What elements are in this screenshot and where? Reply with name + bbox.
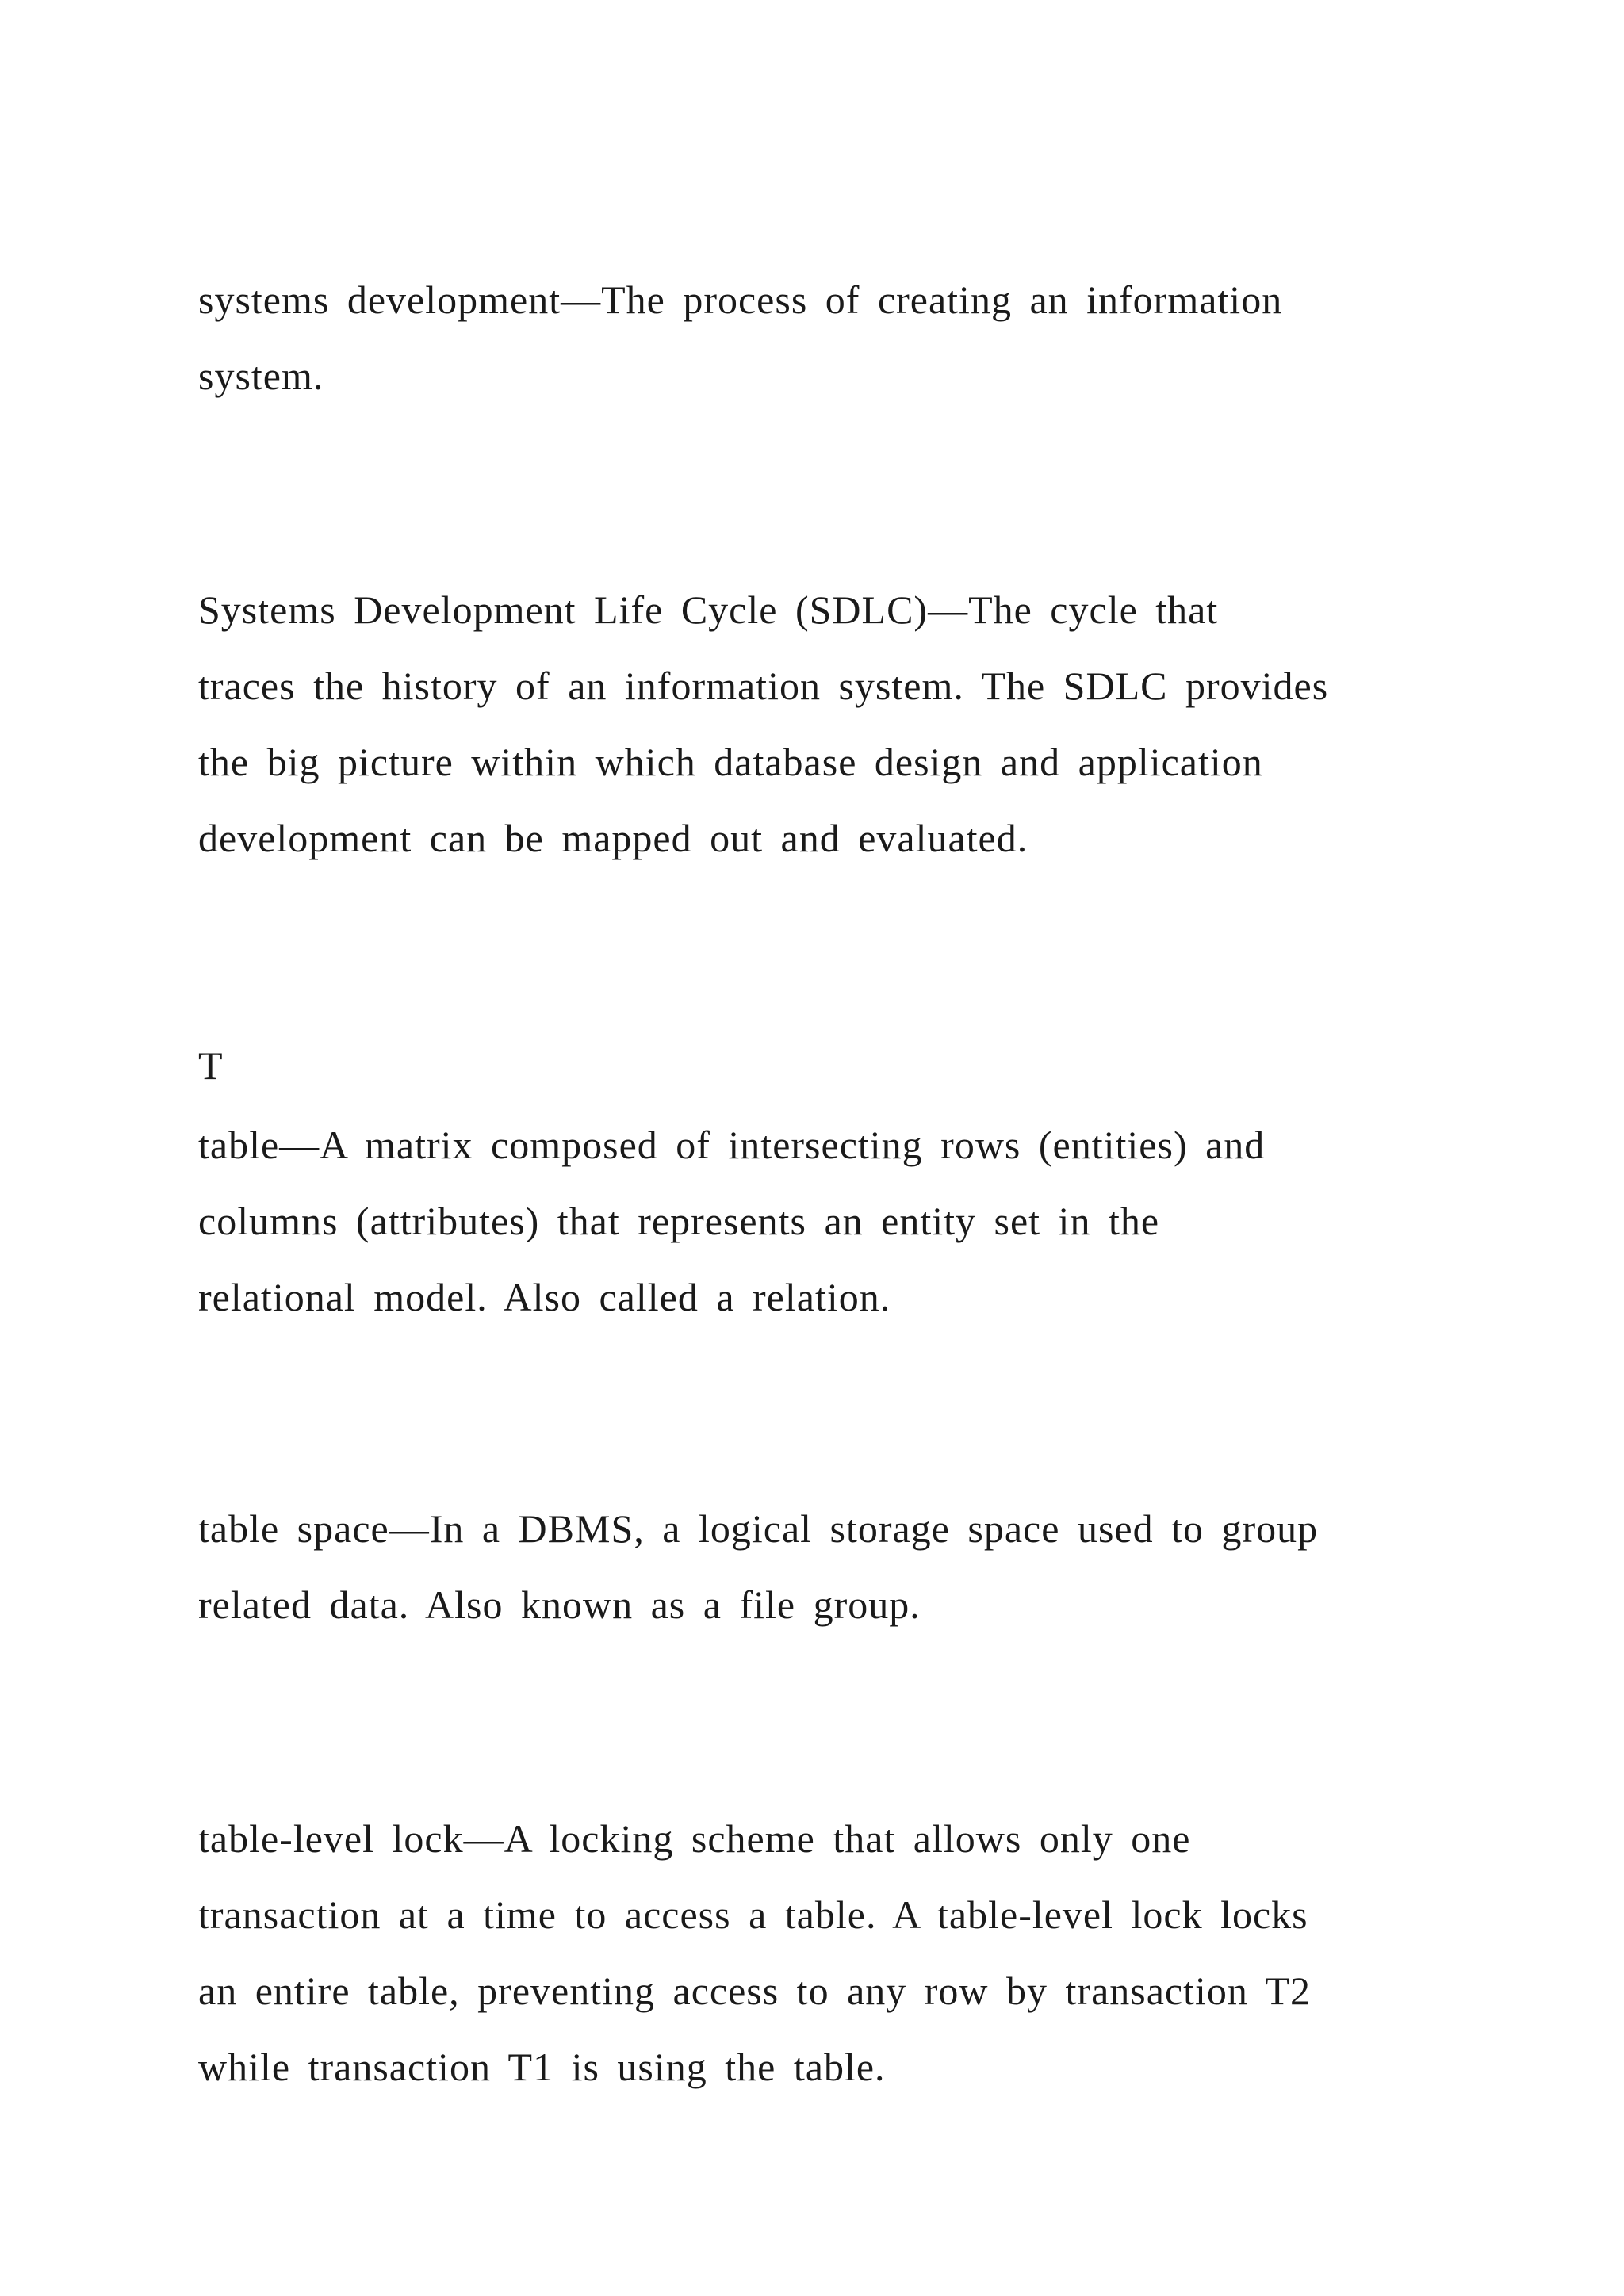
- entry-line: traces the history of an information system. The SDLC provides: [198, 664, 1329, 708]
- entry-line: Systems Development Life Cycle (SDLC)—The cycle that: [198, 587, 1219, 632]
- glossary-entry-table: [198, 1107, 1467, 1335]
- entry-line: an entire table, preventing access to any row by transaction T2: [198, 1969, 1312, 2013]
- glossary-entry-systems-development: [198, 262, 1467, 414]
- section-letter-heading: T: [198, 1043, 223, 1088]
- entry-line: while transaction T1 is using the table.: [198, 2045, 886, 2089]
- entry-line: related data. Also known as a file group.: [198, 1582, 921, 1627]
- glossary-entry-table-level-lock: [198, 1800, 1467, 2105]
- entry-line: columns (attributes) that represents an entity set in the: [198, 1199, 1160, 1243]
- entry-line: table space—In a DBMS, a logical storage space used to group: [198, 1506, 1319, 1551]
- entry-line: transaction at a time to access a table. A table-level lock locks: [198, 1892, 1308, 1937]
- entry-line: development can be mapped out and evaluated.: [198, 816, 1028, 860]
- entry-line: relational model. Also called a relation.: [198, 1275, 891, 1319]
- entry-line: table-level lock—A locking scheme that allows only one: [198, 1816, 1191, 1861]
- entry-line: system.: [198, 354, 324, 398]
- glossary-entry-sdlc: [198, 572, 1467, 876]
- entry-line: table—A matrix composed of intersecting rows (entities) and: [198, 1123, 1266, 1167]
- entry-line: systems development—The process of creating an information: [198, 277, 1283, 322]
- entry-line: the big picture within which database design and application: [198, 740, 1263, 784]
- glossary-entry-table-space: [198, 1490, 1467, 1643]
